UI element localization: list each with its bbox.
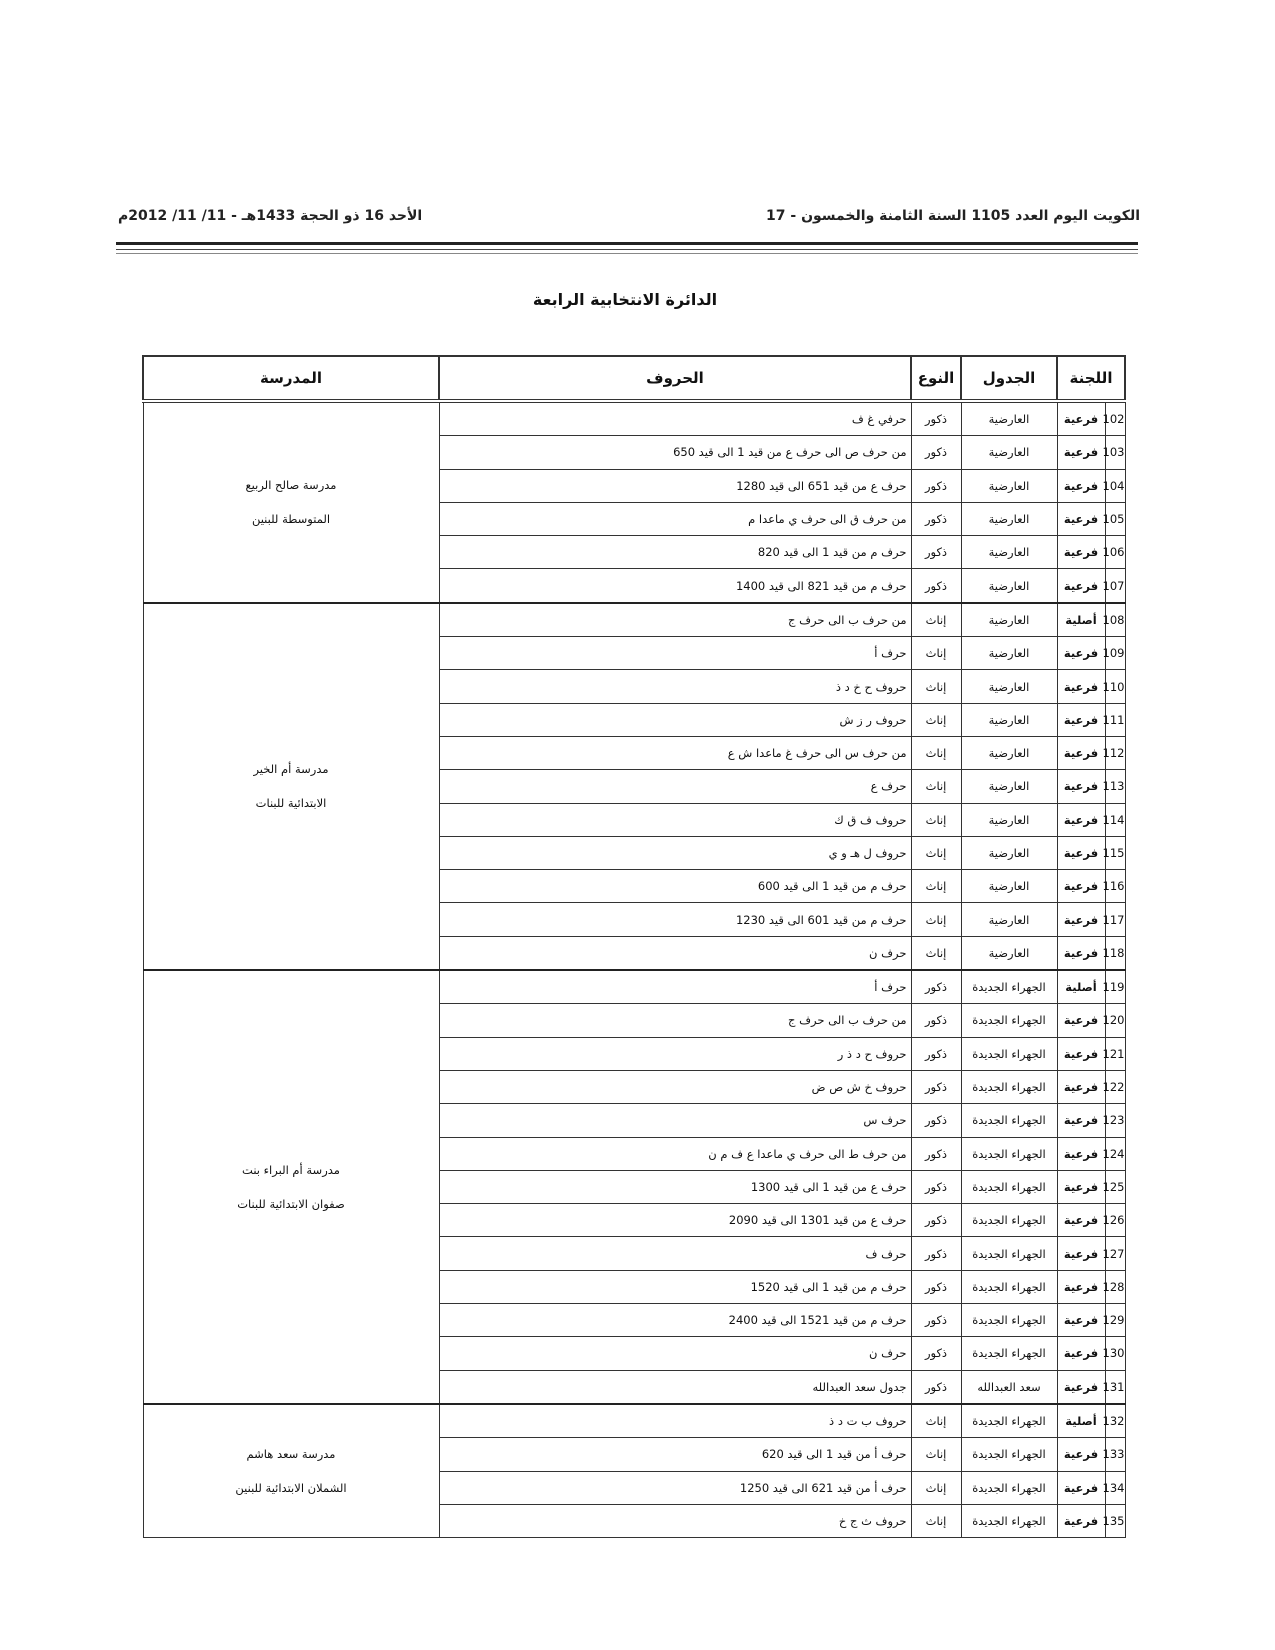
page-header-left: الأحد 16 ذو الحجة 1433هـ - 11/ 11/ 2012م — [118, 208, 423, 224]
gender: إناث — [911, 1404, 961, 1438]
schedule-name: العارضية — [961, 870, 1057, 903]
committees-table — [142, 355, 1126, 1538]
letters-range: من حرف س الى حرف غ ماعدا ش ع — [439, 736, 911, 769]
table-body — [143, 401, 1125, 1538]
schedule-name: العارضية — [961, 936, 1057, 970]
row-number: 114 — [1105, 803, 1125, 836]
row-number: 106 — [1105, 536, 1125, 569]
schedule-name: الجهراء الجديدة — [961, 1004, 1057, 1037]
school-name — [143, 970, 439, 1404]
schedule-name: العارضية — [961, 536, 1057, 569]
gender: ذكور — [911, 436, 961, 469]
row-number: 102 — [1105, 401, 1125, 436]
row-number: 111 — [1105, 703, 1125, 736]
table-row — [143, 401, 1125, 436]
gender: ذكور — [911, 1370, 961, 1404]
schedule-name: الجهراء الجديدة — [961, 1304, 1057, 1337]
letters-range: حرف م من قيد 821 الى قيد 1400 — [439, 569, 911, 603]
table-row — [143, 1404, 1125, 1438]
letters-range: حرف م من قيد 1 الى قيد 820 — [439, 536, 911, 569]
committee-type: فرعية — [1057, 436, 1105, 469]
committee-type: فرعية — [1057, 1471, 1105, 1504]
col-header-committee: اللجنة — [1057, 356, 1125, 401]
committee-type: فرعية — [1057, 870, 1105, 903]
letters-range: حرف أ من قيد 1 الى قيد 620 — [439, 1438, 911, 1471]
committee-type: فرعية — [1057, 670, 1105, 703]
school-name-line: صفوان الابتدائية للبنات — [237, 1196, 345, 1211]
gender: ذكور — [911, 1237, 961, 1270]
schedule-name: العارضية — [961, 436, 1057, 469]
gender: ذكور — [911, 1270, 961, 1303]
row-number: 116 — [1105, 870, 1125, 903]
page-title: الدائرة الانتخابية الرابعة — [532, 290, 718, 309]
letters-range: حروف ث ج خ — [439, 1504, 911, 1537]
row-number: 109 — [1105, 637, 1125, 670]
letters-range: حرف م من قيد 1521 الى قيد 2400 — [439, 1304, 911, 1337]
committee-type: فرعية — [1057, 836, 1105, 869]
row-number: 110 — [1105, 670, 1125, 703]
gender: ذكور — [911, 1137, 961, 1170]
letters-range: حروف ح خ د ذ — [439, 670, 911, 703]
gender: إناث — [911, 637, 961, 670]
schedule-name: الجهراء الجديدة — [961, 1137, 1057, 1170]
gender: ذكور — [911, 970, 961, 1004]
page-header-right: الكويت اليوم العدد 1105 السنة الثامنة والخمسون - 17 — [766, 208, 1140, 224]
gender: ذكور — [911, 1170, 961, 1203]
committee-type: فرعية — [1057, 1438, 1105, 1471]
letters-range: حرف أ من قيد 621 الى قيد 1250 — [439, 1471, 911, 1504]
committees-table-wrap — [142, 355, 1124, 1538]
gender: إناث — [911, 803, 961, 836]
schedule-name: الجهراء الجديدة — [961, 1170, 1057, 1203]
row-number: 120 — [1105, 1004, 1125, 1037]
committee-type: فرعية — [1057, 803, 1105, 836]
letters-range: من حرف ق الى حرف ي ماعدا م — [439, 502, 911, 535]
letters-range: حرف م من قيد 1 الى قيد 600 — [439, 870, 911, 903]
row-number: 119 — [1105, 970, 1125, 1004]
header-rule — [116, 253, 1138, 254]
committee-type: فرعية — [1057, 903, 1105, 936]
letters-range: حروف ف ق ك — [439, 803, 911, 836]
schedule-name: الجهراء الجديدة — [961, 1438, 1057, 1471]
gender: ذكور — [911, 1204, 961, 1237]
committee-type: أصلية — [1057, 970, 1105, 1004]
col-header-gender: النوع — [911, 356, 961, 401]
schedule-name: الجهراء الجديدة — [961, 1237, 1057, 1270]
schedule-name: العارضية — [961, 637, 1057, 670]
row-number: 117 — [1105, 903, 1125, 936]
letters-range: حرف أ — [439, 970, 911, 1004]
committee-type: أصلية — [1057, 1404, 1105, 1438]
row-number: 130 — [1105, 1337, 1125, 1370]
committee-type: فرعية — [1057, 1037, 1105, 1070]
row-number: 105 — [1105, 502, 1125, 535]
row-number: 121 — [1105, 1037, 1125, 1070]
schedule-name: العارضية — [961, 670, 1057, 703]
table-header-row — [143, 356, 1125, 401]
gender: إناث — [911, 1438, 961, 1471]
schedule-name: الجهراء الجديدة — [961, 1337, 1057, 1370]
committee-type: فرعية — [1057, 569, 1105, 603]
committee-type: فرعية — [1057, 1304, 1105, 1337]
gender: إناث — [911, 603, 961, 637]
row-number: 104 — [1105, 469, 1125, 502]
gender: ذكور — [911, 569, 961, 603]
schedule-name: العارضية — [961, 803, 1057, 836]
row-number: 108 — [1105, 603, 1125, 637]
schedule-name: الجهراء الجديدة — [961, 1070, 1057, 1103]
committee-type: فرعية — [1057, 736, 1105, 769]
schedule-name: العارضية — [961, 703, 1057, 736]
table-row — [143, 970, 1125, 1004]
table-row — [143, 603, 1125, 637]
row-number: 112 — [1105, 736, 1125, 769]
schedule-name: العارضية — [961, 770, 1057, 803]
row-number: 125 — [1105, 1170, 1125, 1203]
school-name-line: مدرسة أم الخير — [253, 762, 329, 777]
committee-type: فرعية — [1057, 1504, 1105, 1537]
gender: إناث — [911, 770, 961, 803]
gender: ذكور — [911, 1037, 961, 1070]
header-rule — [116, 249, 1138, 250]
schedule-name: العارضية — [961, 903, 1057, 936]
school-name-line: الشملان الابتدائية للبنين — [235, 1481, 347, 1495]
letters-range: حروف ر ز ش — [439, 703, 911, 736]
gender: ذكور — [911, 401, 961, 436]
committee-type: فرعية — [1057, 1270, 1105, 1303]
letters-range: حرف ع من قيد 651 الى قيد 1280 — [439, 469, 911, 502]
committee-type: فرعية — [1057, 1137, 1105, 1170]
schedule-name: العارضية — [961, 569, 1057, 603]
gender: ذكور — [911, 1337, 961, 1370]
letters-range: حرف أ — [439, 637, 911, 670]
committee-type: فرعية — [1057, 1237, 1105, 1270]
row-number: 103 — [1105, 436, 1125, 469]
row-number: 132 — [1105, 1404, 1125, 1438]
committee-type: فرعية — [1057, 1337, 1105, 1370]
letters-range: حرف ف — [439, 1237, 911, 1270]
gender: إناث — [911, 870, 961, 903]
committee-type: فرعية — [1057, 770, 1105, 803]
letters-range: حروف ح د ذ ر — [439, 1037, 911, 1070]
gender: إناث — [911, 1504, 961, 1537]
letters-range: حرف ن — [439, 936, 911, 970]
row-number: 129 — [1105, 1304, 1125, 1337]
school-name — [143, 1404, 439, 1538]
letters-range: من حرف ب الى حرف ج — [439, 1004, 911, 1037]
letters-range: جدول سعد العبدالله — [439, 1370, 911, 1404]
committee-type: فرعية — [1057, 1204, 1105, 1237]
schedule-name: العارضية — [961, 736, 1057, 769]
letters-range: حرفي غ ف — [439, 401, 911, 436]
letters-range: حروف ب ت د ذ — [439, 1404, 911, 1438]
schedule-name: الجهراء الجديدة — [961, 1504, 1057, 1537]
committee-type: فرعية — [1057, 936, 1105, 970]
school-name-line: المتوسطة للبنين — [251, 512, 331, 527]
header-rule — [116, 242, 1138, 245]
committee-type: فرعية — [1057, 536, 1105, 569]
committee-type: فرعية — [1057, 1170, 1105, 1203]
committee-type: فرعية — [1057, 1370, 1105, 1404]
row-number: 128 — [1105, 1270, 1125, 1303]
letters-range: حرف ع من قيد 1 الى قيد 1300 — [439, 1170, 911, 1203]
row-number: 135 — [1105, 1504, 1125, 1537]
schedule-name: الجهراء الجديدة — [961, 1204, 1057, 1237]
row-number: 107 — [1105, 569, 1125, 603]
gender: إناث — [911, 703, 961, 736]
gender: إناث — [911, 903, 961, 936]
letters-range: حرف ع — [439, 770, 911, 803]
letters-range: حروف خ ش ص ض — [439, 1070, 911, 1103]
schedule-name: الجهراء الجديدة — [961, 970, 1057, 1004]
schedule-name: الجهراء الجديدة — [961, 1471, 1057, 1504]
row-number: 127 — [1105, 1237, 1125, 1270]
letters-range: من حرف ب الى حرف ج — [439, 603, 911, 637]
letters-range: حرف س — [439, 1104, 911, 1137]
schedule-name: الجهراء الجديدة — [961, 1404, 1057, 1438]
gender: ذكور — [911, 536, 961, 569]
col-header-letters: الحروف — [439, 356, 911, 401]
gender: ذكور — [911, 1004, 961, 1037]
gender: ذكور — [911, 1070, 961, 1103]
school-name-line: مدرسة أم البراء بنت — [242, 1162, 340, 1177]
row-number: 118 — [1105, 936, 1125, 970]
col-header-schedule: الجدول — [961, 356, 1057, 401]
committee-type: فرعية — [1057, 637, 1105, 670]
gender: إناث — [911, 936, 961, 970]
row-number: 113 — [1105, 770, 1125, 803]
school-name-line: الابتدائية للبنات — [255, 796, 327, 811]
gender: ذكور — [911, 1104, 961, 1137]
letters-range: من حرف ط الى حرف ي ماعدا ع ف م ن — [439, 1137, 911, 1170]
row-number: 131 — [1105, 1370, 1125, 1404]
gender: إناث — [911, 736, 961, 769]
schedule-name: العارضية — [961, 502, 1057, 535]
schedule-name: سعد العبدالله — [961, 1370, 1057, 1404]
schedule-name: الجهراء الجديدة — [961, 1037, 1057, 1070]
letters-range: حرف م من قيد 1 الى قيد 1520 — [439, 1270, 911, 1303]
committee-type: فرعية — [1057, 1004, 1105, 1037]
school-name — [143, 401, 439, 603]
letters-range: حرف ن — [439, 1337, 911, 1370]
gender: إناث — [911, 1471, 961, 1504]
letters-range: من حرف ص الى حرف ع من قيد 1 الى قيد 650 — [439, 436, 911, 469]
letters-range: حرف ع من قيد 1301 الى قيد 2090 — [439, 1204, 911, 1237]
committee-type: فرعية — [1057, 401, 1105, 436]
committee-type: فرعية — [1057, 502, 1105, 535]
committee-type: أصلية — [1057, 603, 1105, 637]
letters-range: حرف م من قيد 601 الى قيد 1230 — [439, 903, 911, 936]
school-name-line: مدرسة صالح الربيع — [245, 478, 337, 493]
schedule-name: الجهراء الجديدة — [961, 1270, 1057, 1303]
schedule-name: العارضية — [961, 836, 1057, 869]
col-header-school: المدرسة — [143, 356, 439, 401]
schedule-name: العارضية — [961, 401, 1057, 436]
row-number: 123 — [1105, 1104, 1125, 1137]
committee-type: فرعية — [1057, 1070, 1105, 1103]
row-number: 126 — [1105, 1204, 1125, 1237]
school-name — [143, 603, 439, 970]
committee-type: فرعية — [1057, 469, 1105, 502]
row-number: 122 — [1105, 1070, 1125, 1103]
gender: ذكور — [911, 469, 961, 502]
committee-type: فرعية — [1057, 703, 1105, 736]
gender: ذكور — [911, 502, 961, 535]
row-number: 133 — [1105, 1438, 1125, 1471]
row-number: 115 — [1105, 836, 1125, 869]
schedule-name: العارضية — [961, 603, 1057, 637]
gender: ذكور — [911, 1304, 961, 1337]
schedule-name: الجهراء الجديدة — [961, 1104, 1057, 1137]
school-name-line: مدرسة سعد هاشم — [246, 1447, 336, 1461]
letters-range: حروف ل هـ و ي — [439, 836, 911, 869]
schedule-name: العارضية — [961, 469, 1057, 502]
gender: إناث — [911, 836, 961, 869]
gender: إناث — [911, 670, 961, 703]
row-number: 134 — [1105, 1471, 1125, 1504]
committee-type: فرعية — [1057, 1104, 1105, 1137]
row-number: 124 — [1105, 1137, 1125, 1170]
